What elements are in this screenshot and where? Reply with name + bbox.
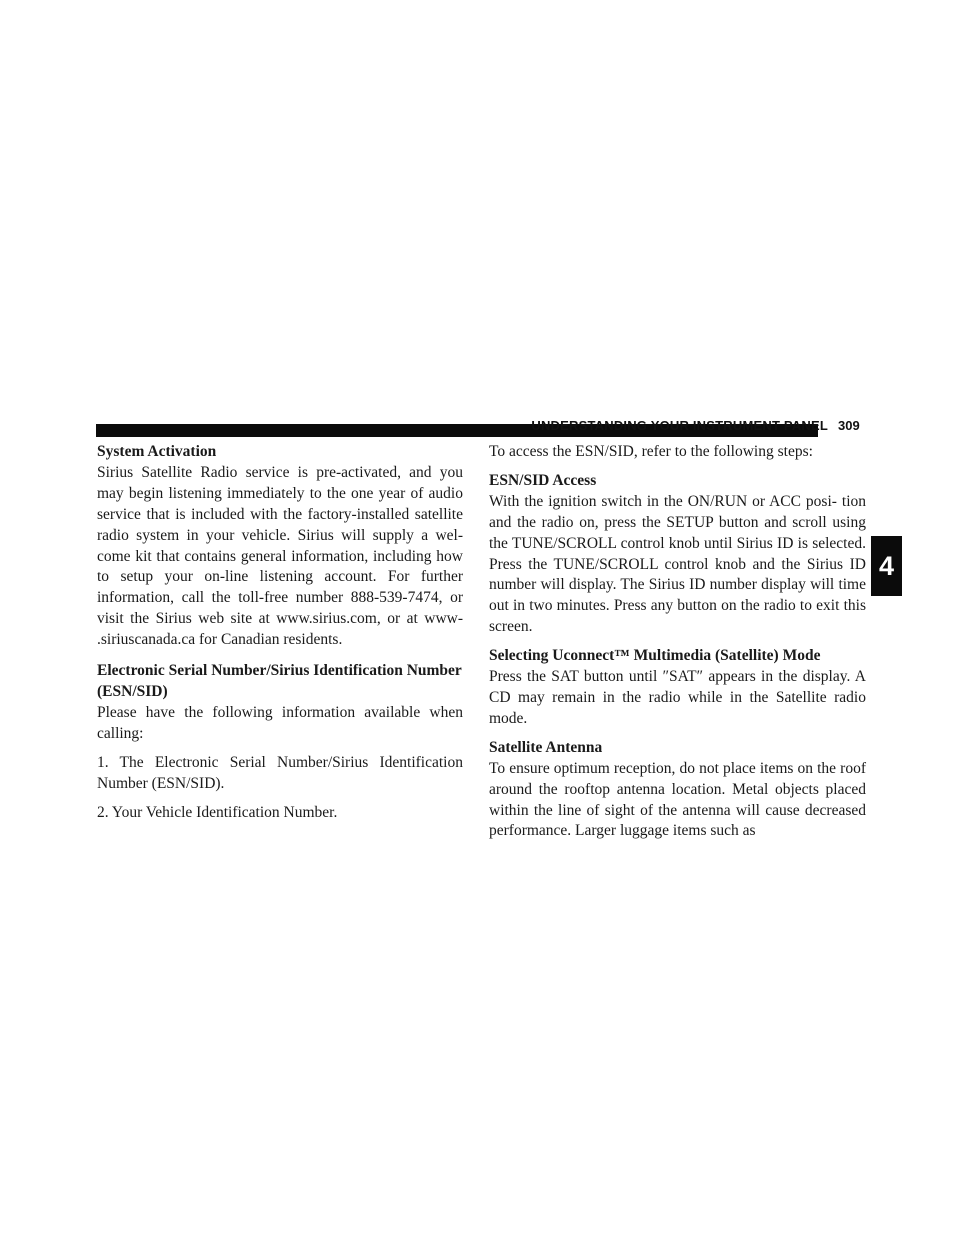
heading-satellite-mode: Selecting Uconnect™ Multimedia (Satellite) Mode [489,647,821,665]
list-item-vin: 2. Your Vehicle Identification Number. [97,803,338,821]
heading-satellite-antenna: Satellite Antenna [489,738,603,756]
paragraph-access-intro: To access the ESN/SID, refer to the following steps: [489,443,813,460]
paragraph-satellite-antenna: To ensure optimum reception, do not place items on the roof around the rooftop antenna location. Metal objects placed within the line of sight of the antenna will cause decreased performance. Larger luggage items such as [489,759,866,840]
paragraph-system-activation: Sirius Satellite Radio service is pre-activated, and you may begin listening immediately to the one year of audio service that is included with the factory-installed satellite radio system in your vehicle. Sirius will supply a wel- come kit that contains general information, including how to setup your on-line listening account. For further information, call the toll-free number 888-539-7474, or visit the Sirius web site at www.sirius.com, or at www- .siriuscanada.ca for Canadian residents. [97,463,463,649]
heading-esn-sid: Electronic Serial Number/Sirius Identification Number (ESN/SID) [97,662,462,700]
chapter-tab: 4 [871,536,902,596]
left-column [97,442,463,823]
section-title: UNDERSTANDING YOUR INSTRUMENT PANEL [531,418,828,433]
paragraph-esn-sid-access: With the ignition switch in the ON/RUN or ACC posi- tion and the radio on, press the SETUP button and scroll using the TUNE/SCROLL control knob until Sirius ID is selected. Press the TUNE/SCROLL control knob and the Sirius ID number will display. The Sirius ID number display will time out in two minutes. Press any button on the radio to exit this screen. [489,492,866,636]
page-number: 309 [838,418,860,433]
right-column [489,442,866,842]
paragraph-satellite-mode: Press the SAT button until ″SAT″ appears in the display. A CD may remain in the radio while in the Satellite radio mode. [489,668,866,727]
heading-system-activation: System Activation [97,443,217,460]
list-item-esn: 1. The Electronic Serial Number/Sirius Identification Number (ESN/SID). [97,753,463,792]
heading-esn-sid-access: ESN/SID Access [489,471,597,489]
paragraph-esn-sid: Please have the following information available when calling: [97,703,463,742]
